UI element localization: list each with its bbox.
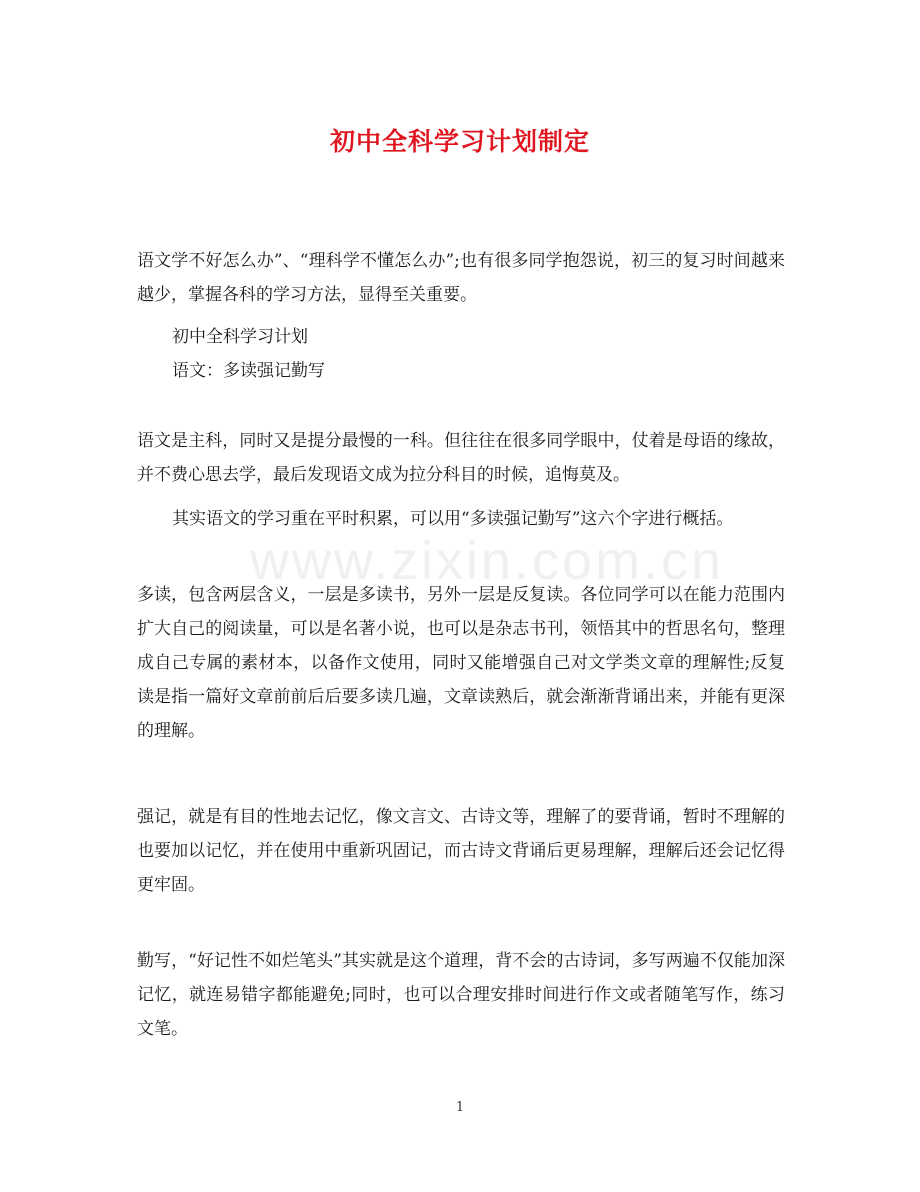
watermark: www.zixin.com.cn [250,531,725,591]
paragraph-write: 勤写，“好记性不如烂笔头”其实就是这个道理，背不会的古诗词，多写两遍不仅能加深记忆，就连易错字都能避免;同时，也可以合理安排时间进行作文或者随笔写作，练习文笔。 [137,951,785,1039]
paragraph-chinese-main: 语文是主科，同时又是提分最慢的一科。但往往在很多同学眼中，仗着是母语的缘故，并不费心思去学，最后发现语文成为拉分科目的时候，追悔莫及。 [137,431,785,485]
paragraph-accumulation: 其实语文的学习重在平时积累，可以用“多读强记勤写”这六个字进行概括。 [172,509,734,529]
page-number: 1 [455,1100,465,1115]
page-title: 初中全科学习计划制定 [329,127,590,156]
paragraph-memorize: 强记，就是有目的性地去记忆，像文言文、古诗文等，理解了的要背诵，暂时不理解的也要加以记忆，并在使用中重新巩固记，而古诗文背诵后更易理解，理解后还会记忆得更牢固。 [137,807,785,895]
paragraph-read-more: 多读，包含两层含义，一层是多读书，另外一层是反复读。各位同学可以在能力范围内扩大自己的阅读量，可以是名著小说，也可以是杂志书刊，领悟其中的哲思名句，整理成自己专属的素材本，以备作文使用，同时又能增强自己对文学类文章的理解性;反复读是指一篇好文章前前后后要多读几遍，文章读熟后，就会渐渐背诵出来，并能有更深的理解。 [137,585,785,741]
paragraph-chinese-heading: 语文：多读强记勤写 [172,361,325,381]
paragraph-plan-heading: 初中全科学习计划 [172,327,308,347]
paragraph-intro: 语文学不好怎么办”、“理科学不懂怎么办”;也有很多同学抱怨说，初三的复习时间越来越少，掌握各科的学习方法，显得至关重要。 [137,251,785,305]
